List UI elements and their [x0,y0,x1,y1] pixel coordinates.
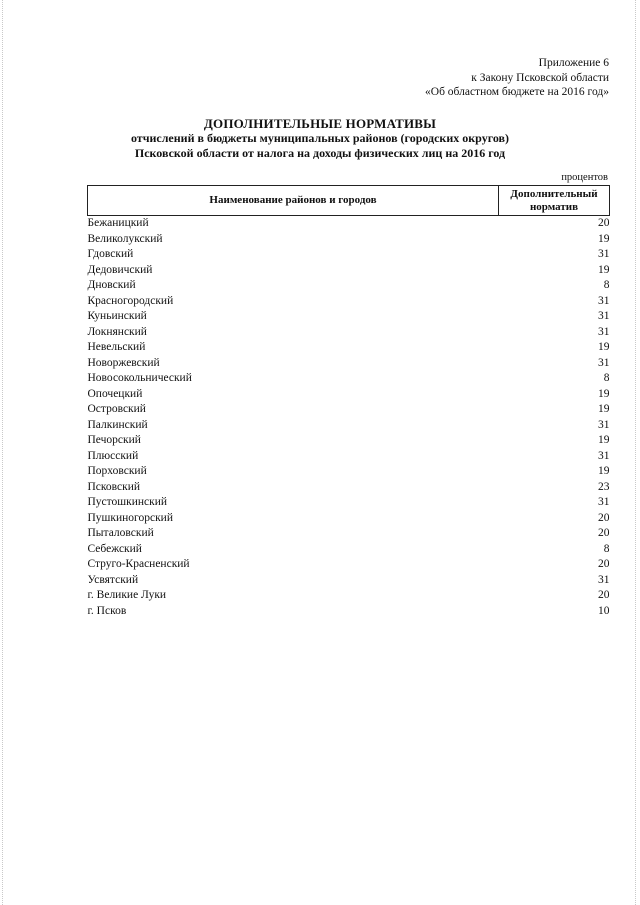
norm-value-cell: 19 [598,465,610,477]
norm-value-cell: 23 [598,480,610,493]
norm-value-cell: 20 [598,558,610,570]
table-row [88,294,610,310]
district-name-cell: Пушкиногорский [87,511,173,524]
district-name-cell: Дновский [87,279,136,291]
table-row [88,309,610,325]
district-name-cell: Бежаницкий [87,217,149,229]
table-row [88,387,610,403]
norm-value-cell: 19 [598,387,610,400]
norm-value-cell: 31 [598,294,610,307]
district-name-cell: Куньинский [87,310,147,322]
table-row [88,232,610,248]
norm-value-cell: 20 [598,589,610,601]
norm-value-cell: 8 [603,542,610,555]
district-name-cell: Локнянский [87,325,147,338]
district-name-cell: Струго-Красненский [87,558,190,570]
norm-value-cell: 19 [598,341,610,353]
unit-label: процентов [561,172,608,183]
table-row [88,495,610,511]
district-name-cell: Опочецкий [87,387,143,400]
norm-value-cell: 19 [598,263,610,276]
norm-value-cell: 20 [598,511,610,524]
table-row [88,604,610,620]
annex-law-reference: к Закону Псковской области [471,71,609,84]
district-name-cell: Гдовский [87,248,134,260]
table-row [88,542,610,558]
district-name-cell: Усвятский [87,573,139,586]
district-name-cell: Пустошкинский [87,496,168,508]
district-name-cell: Себежский [87,542,142,555]
header-district-name: Наименование районов и городов [88,186,499,216]
table-row [88,216,610,232]
table-row [88,511,610,527]
table-header-row [88,186,610,216]
norm-value-cell: 8 [603,372,610,384]
district-name-cell: Дедовичский [87,263,153,276]
table-row [88,433,610,449]
table-row [88,356,610,372]
table-row [88,325,610,341]
table-row [88,557,610,573]
table-row [88,573,610,589]
norm-value-cell: 31 [598,496,610,508]
table-row [88,278,610,294]
table-row [88,588,610,604]
table-row [88,480,610,496]
norm-value-cell: 31 [598,418,610,431]
norm-value-cell: 31 [598,248,610,260]
norm-value-cell: 31 [598,573,610,586]
norm-value-cell: 20 [598,527,610,539]
norm-value-cell: 31 [598,310,610,322]
table-row [88,402,610,418]
table-body [88,216,610,620]
annex-header [349,56,609,100]
header-additional-norm: Дополнительный норматив [499,186,610,216]
district-name-cell: Островский [87,403,146,415]
district-name-cell: Великолукский [87,232,163,245]
table-row [88,340,610,356]
norm-value-cell: 19 [598,232,610,245]
district-name-cell: Печорский [87,434,141,446]
norm-value-cell: 19 [598,403,610,415]
document-subtitle-line-2: Псковской области от налога на доходы физических лиц на 2016 год [134,146,506,160]
table-row [88,449,610,465]
district-name-cell: Пыталовский [87,527,154,539]
table-row [88,263,610,279]
district-name-cell: Псковский [87,480,141,493]
district-name-cell: Порховский [87,465,147,477]
norm-value-cell: 19 [598,434,610,446]
document-title-block [0,116,640,161]
norms-table [87,185,610,619]
table-row [88,418,610,434]
table-row [88,526,610,542]
district-name-cell: Невельский [87,341,146,353]
annex-law-title: «Об областном бюджете на 2016 год» [425,86,609,98]
district-name-cell: Палкинский [87,418,148,431]
norm-value-cell: 31 [598,449,610,462]
norm-value-cell: 8 [603,279,610,291]
norm-value-cell: 31 [598,356,610,369]
norm-value-cell: 31 [598,325,610,338]
table-row [88,247,610,263]
district-name-cell: г. Великие Луки [87,589,167,601]
annex-number: Приложение 6 [538,57,609,69]
district-name-cell: Плюсский [87,449,139,462]
norm-value-cell: 20 [598,217,610,229]
table-row [88,464,610,480]
district-name-cell: Красногородский [87,294,174,307]
table-row [88,371,610,387]
document-title: ДОПОЛНИТЕЛЬНЫЕ НОРМАТИВЫ [203,116,437,131]
norm-value-cell: 10 [598,604,610,617]
district-name-cell: г. Псков [87,604,127,617]
document-subtitle-line-1: отчислений в бюджеты муниципальных районов (городских округов) [130,131,510,145]
district-name-cell: Новосокольнический [87,372,192,384]
district-name-cell: Новоржевский [87,356,160,369]
